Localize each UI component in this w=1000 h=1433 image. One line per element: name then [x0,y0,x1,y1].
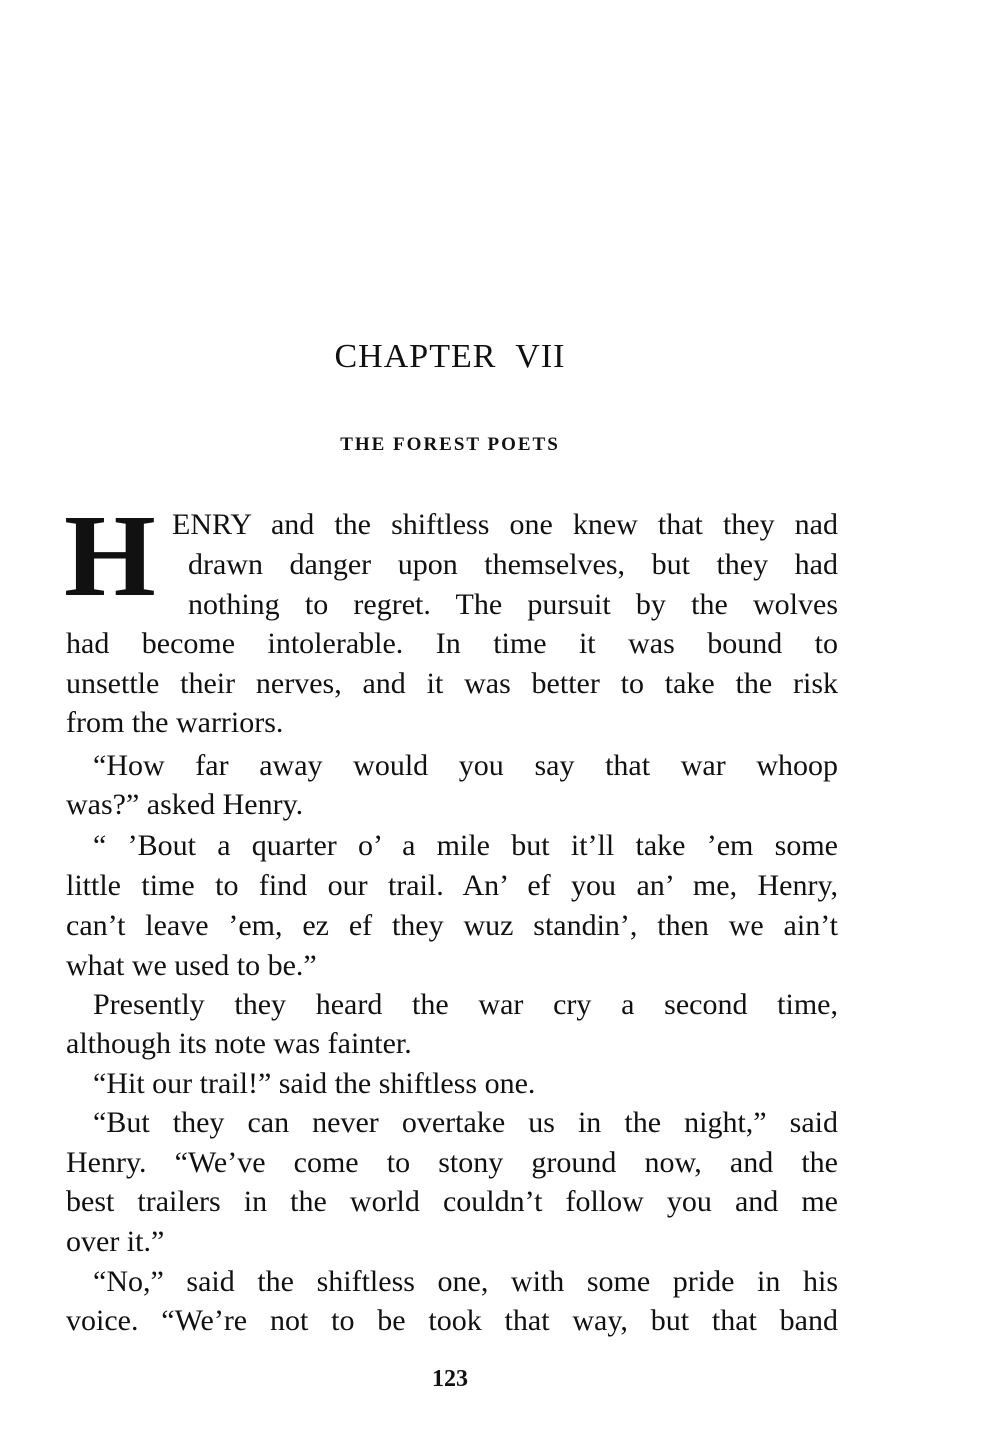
text-line: best trailers in the world couldn’t follow you and me [66,1185,838,1218]
text-line: drawn danger upon themselves, but they had [188,548,838,581]
text-line: Presently they heard the war cry a second time, [93,988,838,1021]
text-line: unsettle their nerves, and it was better to take the risk [66,667,838,700]
text-line: nothing to regret. The pursuit by the wolves [188,588,838,621]
text-line: little time to find our trail. An’ ef you an’ me, Henry, [66,869,838,902]
text-line: what we used to be.” [66,949,317,982]
text-line: from the warriors. [66,706,284,739]
text-line: ENRY and the shiftless one knew that they nad [172,508,838,541]
text-line: over it.” [66,1225,165,1258]
page-number: 123 [432,1366,468,1392]
text-line: although its note was fainter. [66,1027,412,1060]
chapter-title: THE FOREST POETS [340,434,560,455]
text-line: was?” asked Henry. [66,788,304,821]
text-line: “ ’Bout a quarter o’ a mile but it’ll take ’em some [93,829,838,862]
text-line: “No,” said the shiftless one, with some pride in his [93,1265,838,1298]
text-line: had become intolerable. In time it was bound to [66,627,838,660]
text-line: “But they can never overtake us in the night,” said [93,1106,838,1139]
text-line: can’t leave ’em, ez ef they wuz standin’, then we ain’t [66,909,838,942]
text-line: Henry. “We’ve come to stony ground now, and the [66,1146,838,1179]
text-line: voice. “We’re not to be took that way, but that band [66,1304,838,1337]
text-line: “How far away would you say that war whoop [93,749,838,782]
chapter-heading: CHAPTER VII [334,338,566,375]
text-line: “Hit our trail!” said the shiftless one. [93,1067,536,1100]
drop-cap: H [64,490,156,621]
